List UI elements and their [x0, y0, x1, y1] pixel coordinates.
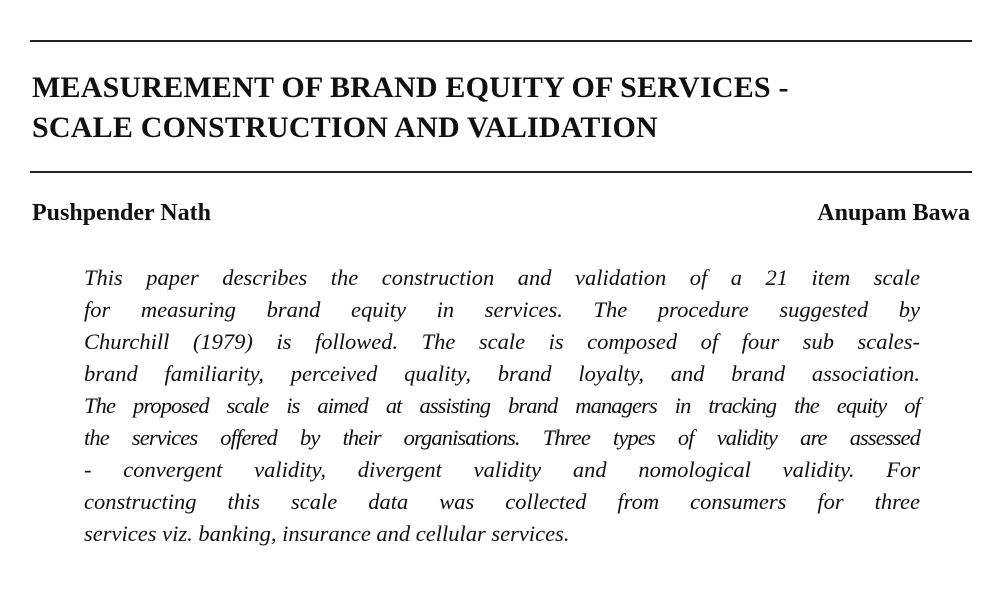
abstract-line-4: brand familiarity, perceived quality, brand loyalty, and brand association.: [84, 361, 920, 386]
abstract-line-1: This paper describes the construction and validation of a 21 item scale: [84, 265, 920, 290]
abstract-line-7: - convergent validity, divergent validity and nomological validity. For: [84, 457, 920, 482]
bottom-rule: [30, 171, 972, 173]
abstract-line-2: for measuring brand equity in services. The procedure suggested by: [84, 297, 920, 322]
top-rule: [30, 40, 972, 42]
author-right: Anupam Bawa: [817, 200, 970, 226]
title-line-1: MEASUREMENT OF BRAND EQUITY OF SERVICES -: [32, 71, 789, 104]
author-left: Pushpender Nath: [32, 200, 211, 226]
abstract-line-5: The proposed scale is aimed at assisting brand managers in tracking the equity of: [84, 393, 920, 418]
abstract-line-6: the services offered by their organisations. Three types of validity are assessed: [84, 425, 920, 450]
abstract-line-3: Churchill (1979) is followed. The scale is composed of four sub scales-: [84, 329, 920, 354]
title-line-2: SCALE CONSTRUCTION AND VALIDATION: [32, 111, 658, 144]
abstract-line-8: constructing this scale data was collected from consumers for three: [84, 489, 920, 514]
paper-title: [32, 68, 972, 148]
abstract-line-9: services viz. banking, insurance and cellular services.: [84, 521, 570, 546]
abstract: [84, 262, 920, 550]
